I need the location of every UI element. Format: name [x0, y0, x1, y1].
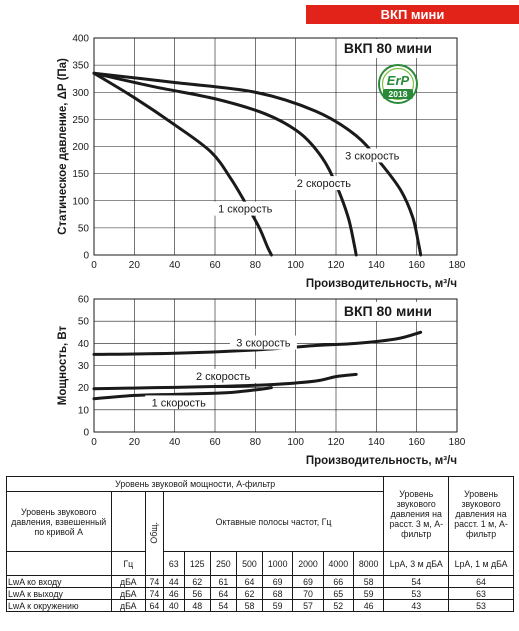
series-label: 2 скорость	[296, 178, 352, 191]
row-band: 62	[184, 576, 210, 588]
table-3m-header: Уровень звукового давления на расст. 3 м, А-фильтр	[384, 477, 449, 552]
row-total: 74	[146, 576, 164, 588]
y-tick-label: 40	[77, 338, 89, 350]
table-hz-cell	[111, 492, 145, 552]
row-band: 64	[236, 576, 262, 588]
row-lpa3: 54	[384, 576, 449, 588]
table-freq: 2000	[293, 552, 323, 576]
table-freq: 500	[236, 552, 262, 576]
y-tick-label: 400	[72, 33, 89, 45]
row-band: 62	[236, 588, 262, 600]
table-freq: 250	[210, 552, 236, 576]
x-tick-label: 140	[367, 260, 385, 271]
table-octave-header: Октавные полосы частот, Гц	[163, 492, 384, 552]
row-band: 54	[210, 600, 236, 612]
y-tick-label: 250	[72, 114, 89, 126]
row-lpa3: 53	[384, 588, 449, 600]
series-label: 1 скорость	[151, 397, 206, 410]
row-band: 58	[236, 600, 262, 612]
row-band: 52	[323, 600, 353, 612]
chart-title: ВКП 80 мини	[343, 40, 432, 56]
erp-badge-icon	[379, 65, 417, 103]
row-band: 48	[184, 600, 210, 612]
x-tick-label: 100	[287, 437, 305, 448]
table-blank-cell	[7, 552, 112, 576]
table-1m-header: Уровень звукового давления на расст. 1 м, А-фильтр	[449, 477, 514, 552]
row-band: 69	[263, 576, 293, 588]
chart-title: ВКП 80 мини	[343, 303, 432, 319]
y-tick-label: 0	[83, 250, 89, 262]
y-tick-label: 20	[77, 383, 89, 395]
row-band: 61	[210, 576, 236, 588]
y-axis-label: Статическое давление, ΔP (Па)	[57, 58, 69, 235]
x-tick-label: 60	[209, 260, 221, 271]
x-tick-label: 0	[91, 260, 97, 271]
product-banner: ВКП мини	[306, 5, 519, 24]
series-label: 2 скорость	[195, 370, 251, 383]
row-lpa3: 43	[384, 600, 449, 612]
table-3m-unit: LpA, 3 м дБА	[384, 552, 449, 576]
table-total-header: Общ.	[146, 492, 164, 576]
row-unit: дБА	[111, 588, 145, 600]
x-tick-label: 80	[249, 260, 261, 271]
table-row	[7, 576, 514, 588]
row-band: 64	[210, 588, 236, 600]
x-tick-label: 120	[327, 437, 345, 448]
pressure-chart	[0, 30, 519, 330]
x-tick-label: 20	[128, 437, 140, 448]
row-band: 40	[163, 600, 184, 612]
y-tick-label: 200	[72, 142, 89, 153]
table-1m-unit: LpA, 1 м дБА	[449, 552, 514, 576]
x-axis-label: Производительность, м³/ч	[305, 455, 457, 467]
row-label: LwA к выходу	[7, 588, 112, 600]
table-unit-hz: Гц	[111, 552, 145, 576]
series-label: 3 скорость	[345, 150, 400, 163]
row-lpa1: 64	[449, 576, 514, 588]
x-axis-label: Производительность, м³/ч	[305, 278, 457, 290]
table-freq: 8000	[353, 552, 383, 576]
y-tick-label: 50	[77, 316, 89, 328]
y-tick-label: 30	[77, 361, 89, 372]
table-row	[7, 588, 514, 600]
row-band: 69	[293, 576, 323, 588]
row-label: LwA ко входу	[7, 576, 112, 588]
x-tick-label: 0	[91, 437, 97, 448]
row-total: 64	[146, 600, 164, 612]
y-tick-label: 300	[72, 87, 89, 99]
table-freq: 1000	[263, 552, 293, 576]
row-total: 74	[146, 588, 164, 600]
row-band: 46	[163, 588, 184, 600]
table-freq: 4000	[323, 552, 353, 576]
row-band: 59	[263, 600, 293, 612]
sound-power-table	[6, 476, 514, 612]
table-main-header: Уровень звуковой мощности, А-фильтр	[7, 477, 384, 492]
table-left-header: Уровень звукового давления, взвешенный по кривой А	[7, 492, 112, 552]
row-label: LwA к окружению	[7, 600, 112, 612]
row-band: 70	[293, 588, 323, 600]
x-tick-label: 160	[408, 437, 426, 448]
x-tick-label: 140	[367, 437, 385, 448]
x-tick-label: 60	[209, 437, 221, 448]
row-band: 57	[293, 600, 323, 612]
y-axis-label: Мощность, Вт	[57, 325, 69, 406]
y-tick-label: 50	[77, 223, 89, 235]
table-freq: 125	[184, 552, 210, 576]
row-band: 44	[163, 576, 184, 588]
table-freq: 63	[163, 552, 184, 576]
row-unit: дБА	[111, 576, 145, 588]
power-chart	[0, 290, 519, 470]
row-lpa1: 53	[449, 600, 514, 612]
series-label: 3 скорость	[236, 337, 291, 350]
y-tick-label: 10	[77, 405, 89, 417]
x-tick-label: 20	[128, 260, 140, 271]
x-tick-label: 120	[327, 260, 345, 271]
x-tick-label: 40	[169, 260, 181, 271]
row-band: 66	[323, 576, 353, 588]
row-unit: дБА	[111, 600, 145, 612]
table-row	[7, 600, 514, 612]
badge-year: 2018	[388, 89, 408, 99]
x-tick-label: 180	[448, 437, 466, 448]
x-tick-label: 40	[169, 437, 181, 448]
x-tick-label: 100	[287, 260, 305, 271]
row-band: 56	[184, 588, 210, 600]
y-tick-label: 60	[77, 294, 89, 306]
row-band: 65	[323, 588, 353, 600]
badge-text: ErP	[386, 73, 410, 88]
row-band: 58	[353, 576, 383, 588]
series-label: 1 скорость	[218, 203, 273, 216]
y-tick-label: 100	[72, 196, 89, 208]
row-lpa1: 63	[449, 588, 514, 600]
y-tick-label: 0	[83, 427, 89, 439]
y-tick-label: 150	[72, 169, 89, 181]
y-tick-label: 350	[72, 60, 89, 72]
x-tick-label: 80	[249, 437, 261, 448]
x-tick-label: 180	[448, 260, 466, 271]
row-band: 59	[353, 588, 383, 600]
row-band: 46	[353, 600, 383, 612]
x-tick-label: 160	[408, 260, 426, 271]
row-band: 68	[263, 588, 293, 600]
